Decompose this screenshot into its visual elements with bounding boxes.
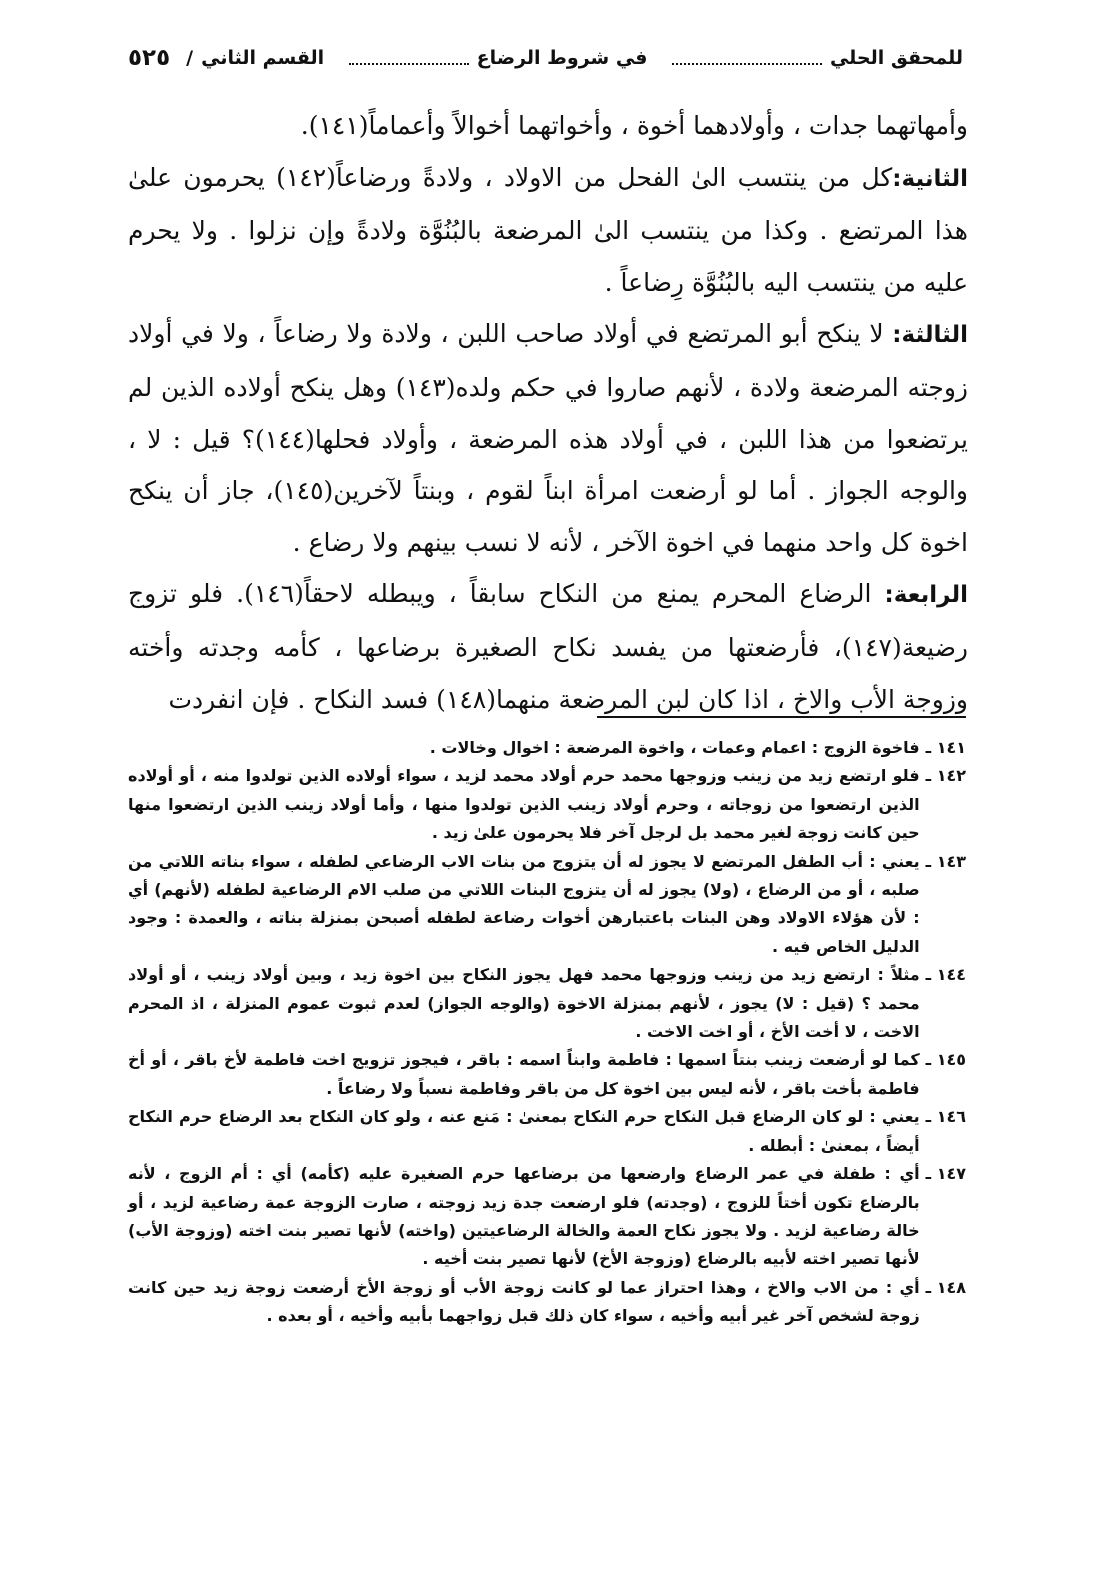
- footnote: [128, 734, 966, 762]
- header-leader-dots: [349, 51, 469, 65]
- footnote-text: فلو ارتضع زيد من زينب وزوجها محمد حرم أولاد محمد لزيد ، سواء أولاده الذين تولدوا منه ، أو أولاده الذين ارتضعوا من زوجاته ، وحرم أولاد زينب الذين تولدوا منها ، وأما أولاد زينب الذين ارتضعوا منها حين كانت زوجة لغير محمد بل لرجل آخر فلا يحرمون علىٰ زيد .: [128, 766, 920, 843]
- footnote-number: ١٤٣ ـ: [925, 851, 966, 871]
- footnote-number: ١٤٥ ـ: [925, 1050, 966, 1070]
- footnote-text: أي : طفلة في عمر الرضاع وارضعها من برضاعها حرم الصغيرة عليه (كأمه) أي : أم الزوج ، لأنه بالرضاع تكون أختاً للزوج ، (وجدته) فلو ارضعت جدة زيد زوجته ، صارت الزوجة عمة رضاعية لزيد ، أو خالة رضاعية لزيد . ولا يجوز نكاح العمة والخالة الرضاعيتين (واخته) لأنها تصير بنت اخته (وزوجة الأب) لأنها تصير اخته لأبيه بالرضاع (وزوجة الأخ) لأنها تصير بنت أخيه .: [128, 1164, 920, 1269]
- footnote: [128, 1103, 966, 1160]
- footnote-text: مثلاً : ارتضع زيد من زينب وزوجها محمد فهل يجوز النكاح بين اخوة زيد ، وبين أولاد زينب ، أو أولاد محمد ؟ (قيل : لا) يجوز ، لأنهم بمنزلة الاخوة (والوجه الجواز) لعدم ثبوت عموم المنزلة ، اذ المحرم الاخت ، لا أخت الأخ ، أو اخت الاخت .: [128, 965, 920, 1042]
- paragraph-3: [128, 308, 968, 568]
- paragraph-4: [128, 568, 968, 725]
- footnote: [128, 762, 966, 847]
- page-number: ٥٢٥: [128, 45, 171, 71]
- paragraph-4-lead: الرابعة:: [884, 582, 968, 609]
- header-author: للمحقق الحلي: [829, 47, 963, 69]
- header-section-cell: [128, 45, 324, 71]
- paragraph-4-text: الرضاع المحرم يمنع من النكاح سابقاً ، ويبطله لاحقاً(١٤٦). فلو تزوج رضيعة(١٤٧)، فأرضعتها من يفسد نكاح الصغيرة برضاعها ، كأمه وجدته وأخته وزوجة الأب والاخ ، اذا كان لبن المرضعة منهما(١٤٨) فسد النكاح . فإن انفردت: [128, 579, 968, 714]
- header-chapter: في شروط الرضاع: [476, 47, 648, 69]
- footnote: [128, 1274, 966, 1331]
- footnote: [128, 961, 966, 1046]
- paragraph-2-text: كل من ينتسب الىٰ الفحل من الاولاد ، ولادةً ورضاعاً(١٤٢) يحرمون علىٰ هذا المرتضع . وكذا من ينتسب الىٰ المرضعة بالبُنُوَّة ولادةً وإن نزلوا . ولا يحرم عليه من ينتسب اليه بالبُنُوَّة رِضاعاً .: [128, 162, 968, 297]
- footnote-text: يعني : أب الطفل المرتضع لا يجوز له أن يتزوج من بنات الاب الرضاعي لطفله ، سواء بناته اللاتي من صلبه ، أو من الرضاع ، (ولا) يجوز له أن يتزوج البنات اللاتي من صلب الام الرضاعية لطفله (لأنهم) أي : لأن هؤلاء الاولاد وهن البنات باعتبارهن أخوات رضاعة لطفله أصبحن بمنزلة بناته ، والعمدة : وجود الدليل الخاص فيه .: [128, 851, 920, 956]
- paragraph-3-lead: الثالثة:: [892, 322, 969, 349]
- footnote-number: ١٤٢ ـ: [925, 766, 966, 786]
- paragraph-3-text: لا ينكح أبو المرتضع في أولاد صاحب اللبن ، ولادة ولا رضاعاً ، ولا في أولاد زوجته المرضعة ولادة ، لأنهم صاروا في حكم ولده(١٤٣) وهل ينكح أولاده الذين لم يرتضعوا من هذا اللبن ، في أولاد هذه المرضعة ، وأولاد فحلها(١٤٤)؟ قيل : لا ، والوجه الجواز . أما لو أرضعت امرأة ابناً لقوم ، وبنتاً لآخرين(١٤٥)، جاز أن ينكح اخوة كل واحد منهما في اخوة الآخر ، لأنه لا نسب بينهم ولا رضاع .: [128, 319, 969, 557]
- footnote-number: ١٤١ ـ: [925, 738, 966, 757]
- running-header: [128, 38, 963, 78]
- main-text: [128, 100, 968, 725]
- footnote-number: ١٤٦ ـ: [925, 1107, 966, 1127]
- header-separator: /: [186, 47, 194, 69]
- footnotes: [128, 734, 966, 1331]
- footnote: [128, 1160, 966, 1274]
- footnote-text: يعني : لو كان الرضاع قبل النكاح حرم النكاح بمعنىٰ : مَنع عنه ، ولو كان النكاح بعد الرضاع حرم النكاح أيضاً ، بمعنىٰ : أبطله .: [128, 1107, 920, 1155]
- footnote-text: فاخوة الزوج : اعمام وعمات ، واخوة المرضعة : اخوال وخالات .: [429, 738, 920, 757]
- footnote-number: ١٤٧ ـ: [925, 1164, 966, 1184]
- header-author-cell: [664, 47, 963, 69]
- header-chapter-cell: [341, 47, 648, 69]
- paragraph-1: وأمهاتهما جدات ، وأولادهما أخوة ، وأخواتهما أخوالاً وأعماماً(١٤١).: [300, 111, 968, 140]
- footnote: [128, 848, 966, 962]
- header-section: القسم الثاني: [201, 47, 325, 69]
- paragraph-2-lead: الثانية:: [892, 165, 969, 192]
- footnote-separator: [597, 716, 966, 718]
- footnote-text: كما لو أرضعت زينب بنتاً اسمها : فاطمة وابناً اسمه : باقر ، فيجوز تزويج اخت فاطمة لأخ باقر ، أو أخ فاطمة بأخت باقر ، لأنه ليس بين اخوة كل من باقر وفاطمة نسباً ولا رضاعاً .: [128, 1050, 920, 1098]
- footnote-text: أي : من الاب والاخ ، وهذا احتراز عما لو كانت زوجة الأب أو زوجة الأخ أرضعت زوجة زيد حين كانت زوجة لشخص آخر غير أبيه وأخيه ، سواء كان ذلك قبل زواجهما بأبيه وأخيه ، أو بعده .: [128, 1277, 920, 1326]
- footnote: [128, 1046, 966, 1103]
- footnote-number: ١٤٤ ـ: [925, 965, 966, 985]
- paragraph-2: [128, 152, 968, 309]
- footnote-number: ١٤٨ ـ: [925, 1277, 966, 1297]
- header-leader-dots: [672, 51, 822, 65]
